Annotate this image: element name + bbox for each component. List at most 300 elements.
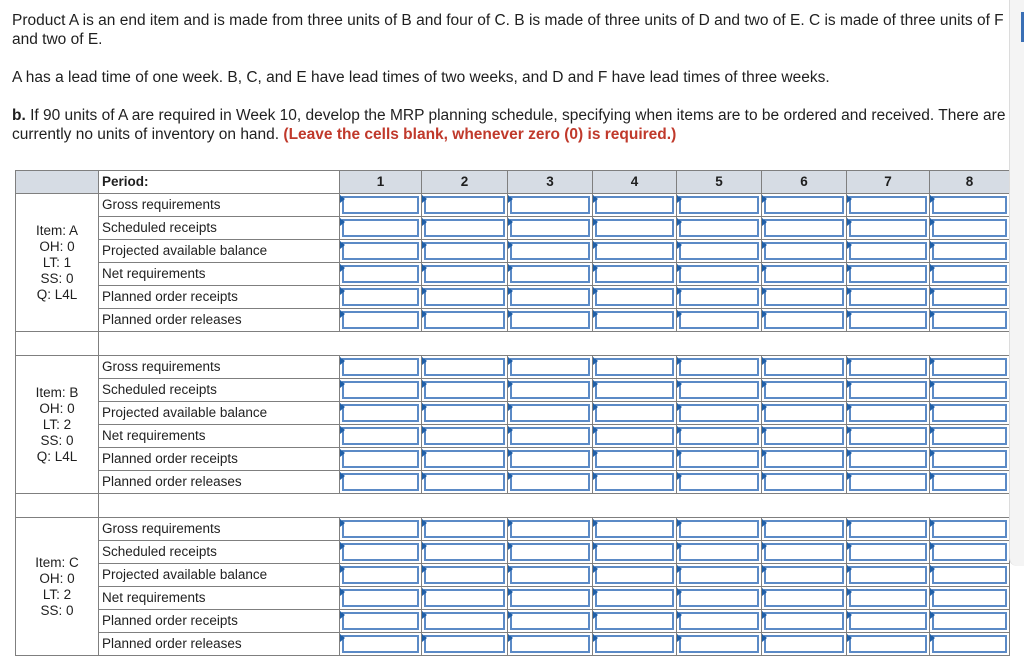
answer-input[interactable] (849, 473, 927, 491)
input-cell[interactable] (930, 587, 1010, 610)
input-marker-icon (340, 357, 345, 365)
answer-input[interactable] (424, 311, 505, 329)
input-cell[interactable] (930, 633, 1010, 656)
input-cell[interactable] (762, 263, 847, 286)
input-cell[interactable] (847, 217, 930, 240)
answer-input[interactable] (342, 566, 419, 584)
input-cell[interactable] (847, 356, 930, 379)
answer-input[interactable] (424, 242, 505, 260)
answer-input[interactable] (932, 543, 1007, 561)
input-cell[interactable] (847, 194, 930, 217)
answer-input[interactable] (595, 196, 674, 214)
input-cell[interactable] (677, 309, 762, 332)
input-cell[interactable] (422, 194, 508, 217)
answer-input[interactable] (595, 612, 674, 630)
answer-input[interactable] (764, 612, 844, 630)
answer-input[interactable] (764, 196, 844, 214)
input-cell[interactable] (930, 309, 1010, 332)
input-cell[interactable] (340, 263, 422, 286)
answer-input[interactable] (595, 404, 674, 422)
answer-input[interactable] (764, 427, 844, 445)
input-marker-icon (422, 380, 427, 388)
answer-input[interactable] (342, 381, 419, 399)
answer-input[interactable] (679, 265, 759, 283)
answer-input[interactable] (849, 520, 927, 538)
answer-input[interactable] (764, 473, 844, 491)
row-label: Net requirements (99, 425, 340, 448)
answer-input[interactable] (764, 450, 844, 468)
input-cell[interactable] (762, 379, 847, 402)
input-cell[interactable] (422, 541, 508, 564)
input-cell[interactable] (677, 240, 762, 263)
input-cell[interactable] (930, 217, 1010, 240)
answer-input[interactable] (932, 265, 1007, 283)
input-cell[interactable] (508, 518, 593, 541)
input-cell[interactable] (930, 194, 1010, 217)
input-cell[interactable] (677, 471, 762, 494)
input-cell[interactable] (593, 217, 677, 240)
answer-input[interactable] (424, 612, 505, 630)
input-cell[interactable] (762, 448, 847, 471)
answer-input[interactable] (342, 589, 419, 607)
input-cell[interactable] (422, 448, 508, 471)
answer-input[interactable] (764, 404, 844, 422)
input-cell[interactable] (422, 564, 508, 587)
answer-input[interactable] (342, 358, 419, 376)
answer-input[interactable] (764, 635, 844, 653)
input-cell[interactable] (847, 425, 930, 448)
input-cell[interactable] (847, 286, 930, 309)
input-cell[interactable] (847, 240, 930, 263)
mrp-table (15, 170, 1010, 656)
answer-input[interactable] (510, 589, 590, 607)
input-cell[interactable] (508, 356, 593, 379)
row-label: Gross requirements (99, 194, 340, 217)
input-cell[interactable] (422, 263, 508, 286)
input-cell[interactable] (422, 633, 508, 656)
answer-input[interactable] (510, 473, 590, 491)
input-cell[interactable] (340, 610, 422, 633)
input-cell[interactable] (677, 217, 762, 240)
answer-input[interactable] (595, 427, 674, 445)
input-cell[interactable] (422, 356, 508, 379)
answer-input[interactable] (849, 265, 927, 283)
input-cell[interactable] (762, 633, 847, 656)
answer-input[interactable] (679, 311, 759, 329)
input-cell[interactable] (593, 402, 677, 425)
answer-input[interactable] (764, 381, 844, 399)
answer-input[interactable] (849, 589, 927, 607)
input-cell[interactable] (762, 541, 847, 564)
answer-input[interactable] (424, 196, 505, 214)
answer-input[interactable] (932, 311, 1007, 329)
answer-input[interactable] (849, 543, 927, 561)
answer-input[interactable] (932, 219, 1007, 237)
answer-input[interactable] (595, 265, 674, 283)
input-cell[interactable] (762, 610, 847, 633)
input-cell[interactable] (593, 541, 677, 564)
input-cell[interactable] (422, 286, 508, 309)
answer-input[interactable] (510, 219, 590, 237)
answer-input[interactable] (510, 612, 590, 630)
input-cell[interactable] (677, 194, 762, 217)
period-header-1: 1 (340, 171, 422, 194)
input-cell[interactable] (508, 263, 593, 286)
input-cell[interactable] (422, 587, 508, 610)
input-cell[interactable] (508, 402, 593, 425)
answer-input[interactable] (679, 520, 759, 538)
answer-input[interactable] (510, 265, 590, 283)
input-marker-icon (593, 218, 598, 226)
input-cell[interactable] (508, 379, 593, 402)
input-cell[interactable] (422, 240, 508, 263)
period-header-3: 3 (508, 171, 593, 194)
answer-input[interactable] (424, 288, 505, 306)
input-cell[interactable] (593, 564, 677, 587)
answer-input[interactable] (424, 566, 505, 584)
answer-input[interactable] (424, 265, 505, 283)
input-cell[interactable] (677, 402, 762, 425)
input-cell[interactable] (340, 564, 422, 587)
answer-input[interactable] (424, 219, 505, 237)
answer-input[interactable] (510, 520, 590, 538)
answer-input[interactable] (764, 265, 844, 283)
answer-input[interactable] (764, 288, 844, 306)
input-cell[interactable] (762, 356, 847, 379)
answer-input[interactable] (849, 381, 927, 399)
input-cell[interactable] (677, 633, 762, 656)
input-cell[interactable] (340, 402, 422, 425)
input-cell[interactable] (593, 471, 677, 494)
answer-input[interactable] (932, 196, 1007, 214)
answer-input[interactable] (510, 543, 590, 561)
input-cell[interactable] (930, 518, 1010, 541)
answer-input[interactable] (679, 427, 759, 445)
answer-input[interactable] (342, 242, 419, 260)
answer-input[interactable] (342, 196, 419, 214)
input-cell[interactable] (762, 309, 847, 332)
answer-input[interactable] (424, 520, 505, 538)
input-cell[interactable] (340, 356, 422, 379)
input-cell[interactable] (593, 194, 677, 217)
answer-input[interactable] (679, 450, 759, 468)
answer-input[interactable] (510, 358, 590, 376)
input-cell[interactable] (340, 194, 422, 217)
answer-input[interactable] (679, 566, 759, 584)
input-cell[interactable] (847, 402, 930, 425)
answer-input[interactable] (342, 612, 419, 630)
answer-input[interactable] (849, 427, 927, 445)
input-cell[interactable] (593, 240, 677, 263)
input-cell[interactable] (762, 217, 847, 240)
input-cell[interactable] (762, 402, 847, 425)
input-cell[interactable] (847, 448, 930, 471)
input-cell[interactable] (847, 379, 930, 402)
input-cell[interactable] (340, 633, 422, 656)
answer-input[interactable] (932, 358, 1007, 376)
answer-input[interactable] (510, 404, 590, 422)
answer-input[interactable] (679, 381, 759, 399)
answer-input[interactable] (764, 566, 844, 584)
input-cell[interactable] (847, 564, 930, 587)
answer-input[interactable] (342, 450, 419, 468)
answer-input[interactable] (764, 589, 844, 607)
answer-input[interactable] (849, 566, 927, 584)
input-cell[interactable] (593, 356, 677, 379)
answer-input[interactable] (424, 635, 505, 653)
input-cell[interactable] (677, 541, 762, 564)
input-marker-icon (340, 287, 345, 295)
answer-input[interactable] (764, 520, 844, 538)
answer-input[interactable] (342, 427, 419, 445)
answer-input[interactable] (424, 543, 505, 561)
answer-input[interactable] (679, 288, 759, 306)
answer-input[interactable] (510, 450, 590, 468)
answer-input[interactable] (510, 427, 590, 445)
answer-input[interactable] (849, 612, 927, 630)
scrollbar[interactable] (1009, 0, 1024, 566)
input-cell[interactable] (593, 309, 677, 332)
input-cell[interactable] (762, 425, 847, 448)
input-cell[interactable] (930, 425, 1010, 448)
answer-input[interactable] (932, 635, 1007, 653)
answer-input[interactable] (679, 196, 759, 214)
answer-input[interactable] (849, 635, 927, 653)
input-cell[interactable] (340, 541, 422, 564)
input-cell[interactable] (593, 587, 677, 610)
input-cell[interactable] (340, 217, 422, 240)
answer-input[interactable] (764, 543, 844, 561)
answer-input[interactable] (679, 543, 759, 561)
input-cell[interactable] (508, 564, 593, 587)
answer-input[interactable] (932, 473, 1007, 491)
answer-input[interactable] (424, 450, 505, 468)
answer-input[interactable] (849, 242, 927, 260)
answer-input[interactable] (510, 288, 590, 306)
input-cell[interactable] (762, 286, 847, 309)
answer-input[interactable] (342, 520, 419, 538)
input-cell[interactable] (508, 471, 593, 494)
input-cell[interactable] (677, 448, 762, 471)
input-cell[interactable] (508, 633, 593, 656)
input-cell[interactable] (593, 263, 677, 286)
input-cell[interactable] (593, 610, 677, 633)
input-cell[interactable] (340, 286, 422, 309)
input-cell[interactable] (508, 587, 593, 610)
input-cell[interactable] (340, 379, 422, 402)
input-cell[interactable] (677, 518, 762, 541)
input-cell[interactable] (762, 587, 847, 610)
answer-input[interactable] (342, 219, 419, 237)
answer-input[interactable] (595, 520, 674, 538)
input-cell[interactable] (422, 379, 508, 402)
answer-input[interactable] (510, 381, 590, 399)
input-cell[interactable] (422, 425, 508, 448)
input-cell[interactable] (508, 610, 593, 633)
answer-input[interactable] (342, 473, 419, 491)
answer-input[interactable] (679, 242, 759, 260)
input-cell[interactable] (847, 587, 930, 610)
answer-input[interactable] (932, 288, 1007, 306)
input-cell[interactable] (677, 587, 762, 610)
input-cell[interactable] (422, 610, 508, 633)
input-cell[interactable] (930, 263, 1010, 286)
input-cell[interactable] (508, 448, 593, 471)
answer-input[interactable] (510, 196, 590, 214)
answer-input[interactable] (679, 612, 759, 630)
answer-input[interactable] (424, 473, 505, 491)
answer-input[interactable] (595, 219, 674, 237)
input-cell[interactable] (762, 194, 847, 217)
input-cell[interactable] (847, 633, 930, 656)
answer-input[interactable] (679, 404, 759, 422)
answer-input[interactable] (595, 473, 674, 491)
input-cell[interactable] (930, 379, 1010, 402)
input-cell[interactable] (340, 471, 422, 494)
answer-input[interactable] (342, 265, 419, 283)
answer-input[interactable] (849, 404, 927, 422)
input-cell[interactable] (847, 309, 930, 332)
answer-input[interactable] (764, 219, 844, 237)
answer-input[interactable] (595, 381, 674, 399)
input-cell[interactable] (508, 194, 593, 217)
input-cell[interactable] (930, 541, 1010, 564)
input-cell[interactable] (677, 564, 762, 587)
answer-input[interactable] (595, 566, 674, 584)
answer-input[interactable] (342, 635, 419, 653)
input-cell[interactable] (930, 240, 1010, 263)
answer-input[interactable] (342, 404, 419, 422)
input-cell[interactable] (340, 448, 422, 471)
answer-input[interactable] (510, 635, 590, 653)
input-cell[interactable] (677, 356, 762, 379)
input-cell[interactable] (422, 518, 508, 541)
input-cell[interactable] (930, 471, 1010, 494)
input-cell[interactable] (847, 518, 930, 541)
input-cell[interactable] (340, 518, 422, 541)
input-cell[interactable] (422, 217, 508, 240)
answer-input[interactable] (764, 358, 844, 376)
answer-input[interactable] (932, 612, 1007, 630)
input-cell[interactable] (762, 471, 847, 494)
input-cell[interactable] (422, 309, 508, 332)
answer-input[interactable] (932, 404, 1007, 422)
input-cell[interactable] (677, 610, 762, 633)
input-cell[interactable] (762, 518, 847, 541)
answer-input[interactable] (679, 219, 759, 237)
answer-input[interactable] (595, 358, 674, 376)
answer-input[interactable] (679, 358, 759, 376)
input-cell[interactable] (508, 541, 593, 564)
input-cell[interactable] (677, 425, 762, 448)
answer-input[interactable] (595, 543, 674, 561)
answer-input[interactable] (679, 635, 759, 653)
answer-input[interactable] (342, 543, 419, 561)
answer-input[interactable] (595, 242, 674, 260)
input-cell[interactable] (930, 286, 1010, 309)
answer-input[interactable] (679, 473, 759, 491)
answer-input[interactable] (424, 381, 505, 399)
input-cell[interactable] (677, 379, 762, 402)
input-cell[interactable] (930, 610, 1010, 633)
input-cell[interactable] (340, 587, 422, 610)
input-cell[interactable] (508, 309, 593, 332)
input-cell[interactable] (422, 471, 508, 494)
input-cell[interactable] (762, 564, 847, 587)
answer-input[interactable] (932, 381, 1007, 399)
answer-input[interactable] (510, 242, 590, 260)
input-marker-icon (677, 542, 682, 550)
answer-input[interactable] (849, 450, 927, 468)
input-cell[interactable] (508, 240, 593, 263)
input-cell[interactable] (593, 633, 677, 656)
answer-input[interactable] (424, 589, 505, 607)
input-cell[interactable] (762, 240, 847, 263)
input-cell[interactable] (847, 263, 930, 286)
input-cell[interactable] (847, 610, 930, 633)
input-cell[interactable] (930, 356, 1010, 379)
answer-input[interactable] (342, 311, 419, 329)
answer-input[interactable] (932, 589, 1007, 607)
input-cell[interactable] (930, 448, 1010, 471)
answer-input[interactable] (424, 358, 505, 376)
input-cell[interactable] (677, 263, 762, 286)
answer-input[interactable] (849, 288, 927, 306)
answer-input[interactable] (510, 311, 590, 329)
answer-input[interactable] (679, 589, 759, 607)
input-cell[interactable] (508, 286, 593, 309)
answer-input[interactable] (595, 288, 674, 306)
answer-input[interactable] (932, 450, 1007, 468)
answer-input[interactable] (342, 288, 419, 306)
input-marker-icon (677, 634, 682, 642)
answer-input[interactable] (932, 566, 1007, 584)
input-cell[interactable] (593, 379, 677, 402)
answer-input[interactable] (424, 404, 505, 422)
input-cell[interactable] (930, 402, 1010, 425)
answer-input[interactable] (932, 520, 1007, 538)
input-cell[interactable] (847, 471, 930, 494)
input-cell[interactable] (593, 425, 677, 448)
input-cell[interactable] (677, 286, 762, 309)
input-cell[interactable] (340, 425, 422, 448)
answer-input[interactable] (510, 566, 590, 584)
answer-input[interactable] (595, 311, 674, 329)
answer-input[interactable] (849, 196, 927, 214)
input-cell[interactable] (593, 518, 677, 541)
input-cell[interactable] (930, 564, 1010, 587)
answer-input[interactable] (595, 450, 674, 468)
input-cell[interactable] (340, 240, 422, 263)
answer-input[interactable] (424, 427, 505, 445)
input-cell[interactable] (508, 217, 593, 240)
answer-input[interactable] (764, 242, 844, 260)
answer-input[interactable] (849, 311, 927, 329)
input-cell[interactable] (593, 286, 677, 309)
input-cell[interactable] (593, 448, 677, 471)
answer-input[interactable] (849, 358, 927, 376)
answer-input[interactable] (764, 311, 844, 329)
input-cell[interactable] (508, 425, 593, 448)
input-cell[interactable] (422, 402, 508, 425)
answer-input[interactable] (595, 589, 674, 607)
answer-input[interactable] (595, 635, 674, 653)
answer-input[interactable] (932, 427, 1007, 445)
input-cell[interactable] (340, 309, 422, 332)
input-cell[interactable] (847, 541, 930, 564)
answer-input[interactable] (849, 219, 927, 237)
answer-input[interactable] (932, 242, 1007, 260)
